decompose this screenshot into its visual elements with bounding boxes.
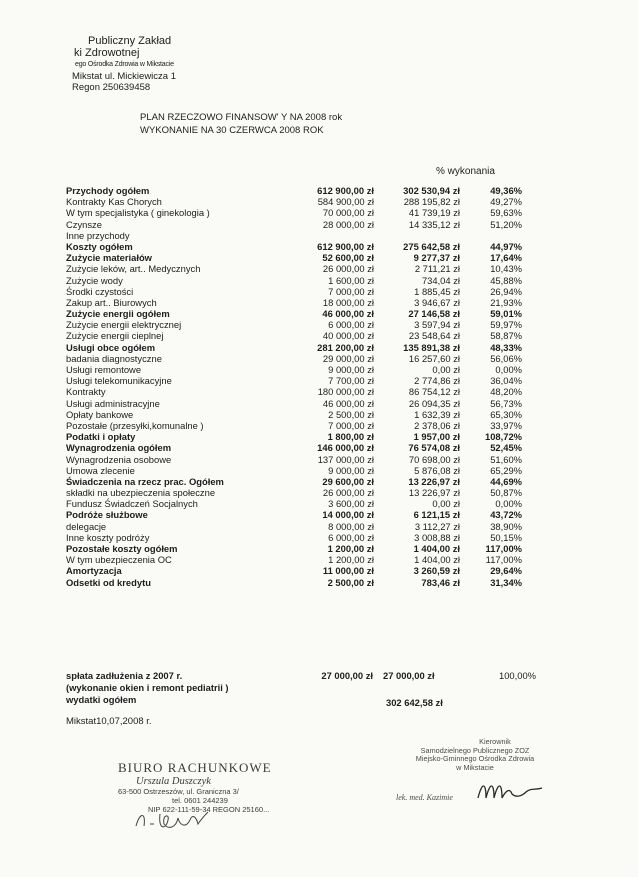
row-pct-value: 117,00% [485, 554, 522, 566]
accountant-signature [132, 804, 212, 834]
row-pct-value: 26,94% [490, 285, 522, 297]
table-row [66, 476, 536, 487]
row-label: Usługi obce ogółem [66, 341, 156, 353]
row-actual-value: 3 597,94 zł [414, 319, 460, 331]
total-expenses-label: wydatki ogółem [66, 694, 137, 705]
row-label: Zużycie materiałów [66, 252, 152, 264]
repayment-wyk: 27 000,00 zł [383, 670, 435, 681]
row-pct-value: 117,00% [485, 543, 522, 554]
row-actual-value: 288 195,82 zł [403, 196, 460, 208]
row-plan-value: 281 200,00 zł [317, 341, 374, 353]
row-actual-value: 41 739,19 zł [408, 207, 460, 219]
row-pct-value: 48,33% [490, 341, 522, 353]
row-pct-value: 51,20% [490, 218, 522, 230]
row-plan-value: 612 900,00 zł [317, 240, 374, 252]
stamp-office-tel: tel. 0601 244239 [172, 796, 228, 805]
row-plan-value: 7 000,00 zł [328, 419, 374, 431]
row-actual-value: 13 226,97 zł [408, 475, 460, 487]
row-pct-value: 38,90% [490, 520, 522, 532]
row-actual-value: 1 404,00 zł [413, 543, 460, 554]
row-plan-value: 6 000,00 zł [328, 319, 374, 331]
row-plan-value: 11 000,00 zł [322, 565, 374, 577]
row-plan-value: 1 800,00 zł [327, 431, 374, 443]
table-row [66, 353, 536, 364]
repayment-label-2: (wykonanie okien i remont pediatrii ) [66, 682, 229, 693]
row-label: W tym ubezpieczenia OC [66, 554, 172, 566]
table-row [66, 207, 536, 218]
header-line-2: ki Zdrowotnej [74, 46, 140, 59]
stamp-office-address: 63-500 Ostrzeszów, ul. Graniczna 3/ [118, 787, 239, 796]
row-pct-value: 50,87% [490, 487, 522, 499]
row-actual-value: 1 404,00 zł [414, 554, 460, 566]
row-plan-value: 3 600,00 zł [328, 498, 374, 510]
row-pct-value: 17,64% [490, 252, 522, 264]
row-label: Amortyzacja [66, 565, 122, 577]
row-plan-value: 46 000,00 zł [322, 397, 374, 409]
table-row [66, 442, 536, 453]
row-actual-value: 3 008,88 zł [414, 531, 460, 543]
row-plan-value: 612 900,00 zł [317, 185, 374, 196]
row-plan-value: 29 600,00 zł [322, 475, 374, 487]
row-label: Zużycie wody [66, 274, 123, 286]
row-label: Usługi remontowe [66, 364, 142, 375]
table-row [66, 342, 536, 353]
row-pct-value: 59,97% [490, 319, 522, 331]
row-plan-value: 40 000,00 zł [322, 330, 374, 342]
row-plan-value: 70 000,00 zł [322, 207, 374, 219]
document-title [140, 111, 342, 137]
row-plan-value: 29 000,00 zł [322, 352, 374, 364]
row-plan-value: 137 000,00 zł [317, 453, 374, 465]
header-address: Mikstat ul. Mickiewicza 1 [72, 70, 176, 82]
stamp-manager-line-1: Samodzielnego Publicznego ZOZ [420, 745, 530, 755]
row-plan-value: 584 900,00 zł [317, 196, 374, 208]
row-label: Inne przychody [66, 229, 130, 241]
row-label: W tym specjalistyka ( ginekologia ) [66, 207, 210, 219]
row-plan-value: 46 000,00 zł [322, 308, 374, 320]
row-pct-value: 52,45% [490, 442, 522, 454]
row-actual-value: 275 642,58 zł [403, 240, 460, 252]
row-pct-value: 108,72% [484, 431, 522, 443]
row-actual-value: 16 257,60 zł [408, 352, 460, 364]
row-pct-value: 31,34% [490, 576, 522, 588]
pct-column-header: % wykonania [436, 166, 495, 177]
row-plan-value: 7 000,00 zł [328, 285, 374, 297]
row-plan-value: 180 000,00 zł [317, 386, 374, 398]
stamp-manager-line-3: w Mikstacie [456, 762, 494, 772]
table-row [66, 420, 536, 431]
stamp-office-nip: NIP 622-111-59-34 REGON 25160... [148, 805, 270, 814]
row-actual-value: 3 112,27 zł [414, 520, 460, 532]
row-pct-value: 65,29% [490, 464, 522, 476]
row-label: Koszty ogółem [66, 240, 133, 252]
row-actual-value: 2 378,06 zł [414, 419, 460, 431]
document-date: Mikstat10,07,2008 r. [66, 716, 152, 727]
table-row [66, 554, 536, 565]
row-plan-value: 14 000,00 zł [322, 509, 374, 521]
row-label: Kontrakty Kas Chorych [66, 196, 162, 208]
row-label: Zużycie energii ogółem [66, 308, 170, 320]
row-label: Usługi telekomunikacyjne [66, 375, 172, 387]
row-label: Wynagrodzenia ogółem [66, 442, 172, 454]
row-label: Czynsze [66, 218, 102, 230]
financial-table [66, 185, 536, 588]
row-actual-value: 26 094,35 zł [408, 397, 460, 409]
row-label: Podatki i opłaty [66, 431, 136, 443]
row-pct-value: 43,72% [490, 509, 522, 521]
table-row [66, 330, 536, 341]
row-actual-value: 1 632,39 zł [414, 408, 460, 420]
repayment-plan: 27 000,00 zł [321, 670, 373, 681]
row-actual-value: 23 548,64 zł [408, 330, 460, 342]
row-pct-value: 49,27% [490, 196, 522, 208]
total-expenses-value: 302 642,58 zł [386, 697, 443, 708]
row-label: Odsetki od kredytu [66, 576, 151, 588]
row-actual-value: 5 876,08 zł [414, 464, 460, 476]
row-plan-value: 146 000,00 zł [317, 442, 374, 454]
table-row [66, 398, 536, 409]
row-pct-value: 59,01% [490, 308, 522, 320]
row-actual-value: 2 774,86 zł [414, 375, 460, 387]
row-plan-value: 26 000,00 zł [322, 487, 374, 499]
row-plan-value: 9 000,00 zł [328, 464, 374, 476]
row-actual-value: 783,46 zł [421, 576, 460, 588]
row-plan-value: 6 000,00 zł [328, 531, 374, 543]
table-row [66, 565, 536, 576]
table-row [66, 487, 536, 498]
table-row [66, 319, 536, 330]
title-line-1: PLAN RZECZOWO FINANSOW' Y NA 2008 rok [140, 112, 343, 123]
row-plan-value: 1 200,00 zł [327, 543, 374, 554]
row-pct-value: 48,20% [490, 386, 522, 398]
repayment-pct: 100,00% [498, 670, 536, 681]
manager-signature [476, 776, 546, 806]
row-label: Inne koszty podróży [66, 531, 150, 543]
row-actual-value: 76 574,08 zł [408, 442, 460, 454]
row-actual-value: 135 891,38 zł [403, 341, 460, 353]
row-pct-value: 0,00% [495, 498, 522, 510]
row-label: Usługi administracyjne [66, 397, 160, 409]
table-row [66, 375, 536, 386]
stamp-office-name: Urszula Duszczyk [136, 776, 211, 787]
table-row [66, 454, 536, 465]
row-label: Opłaty bankowe [66, 408, 134, 420]
row-actual-value: 86 754,12 zł [408, 386, 460, 398]
row-actual-value: 3 260,59 zł [413, 565, 460, 577]
row-label: Środki czystości [66, 285, 134, 297]
row-actual-value: 3 946,67 zł [414, 296, 460, 308]
row-label: Fundusz Świadczeń Socjalnych [66, 498, 198, 510]
row-label: Świadczenia na rzecz prac. Ogółem [66, 475, 224, 487]
table-row [66, 252, 536, 263]
table-row [66, 230, 536, 241]
row-pct-value: 21,93% [490, 296, 522, 308]
table-row [66, 543, 536, 554]
table-row [66, 521, 536, 532]
table-row [66, 386, 536, 397]
row-plan-value: 26 000,00 zł [322, 263, 374, 275]
row-actual-value: 9 277,37 zł [413, 252, 460, 264]
row-plan-value: 18 000,00 zł [322, 296, 374, 308]
table-row [66, 308, 536, 319]
table-row [66, 577, 536, 588]
table-row [66, 219, 536, 230]
row-actual-value: 2 711,21 zł [414, 263, 460, 275]
row-actual-value: 302 530,94 zł [403, 185, 460, 196]
row-plan-value: 28 000,00 zł [322, 218, 374, 230]
title-line-2: WYKONANIE NA 30 CZERWCA 2008 ROK [140, 125, 324, 136]
repayment-label-1: spłata zadłużenia z 2007 r. [66, 670, 183, 681]
row-label: Umowa zlecenie [66, 464, 135, 476]
institution-header [72, 36, 176, 94]
row-pct-value: 44,69% [490, 475, 522, 487]
row-pct-value: 65,30% [490, 408, 522, 420]
table-row [66, 286, 536, 297]
table-row [66, 297, 536, 308]
header-line-3: ego Ośrodka Zdrowia w Mikstacie [75, 61, 174, 68]
table-row [66, 263, 536, 274]
stamp-office-title: BIURO RACHUNKOWE [118, 760, 272, 775]
stamp-manager-title: Kierownik [479, 737, 511, 746]
row-actual-value: 13 226,97 zł [408, 487, 460, 499]
table-row [66, 532, 536, 543]
row-actual-value: 27 146,58 zł [408, 308, 460, 320]
header-regon: Regon 250639458 [72, 82, 151, 93]
stamp-manager-line-2: Miejsko-Gminnego Ośrodka Zdrowia [415, 754, 535, 763]
row-actual-value: 0,00 zł [432, 498, 460, 510]
row-actual-value: 6 121,15 zł [413, 509, 460, 521]
row-label: Zużycie energii elektrycznej [66, 319, 182, 331]
row-label: Pozostałe (przesyłki,komunalne ) [66, 419, 204, 431]
row-pct-value: 49,36% [490, 185, 522, 196]
table-row [66, 465, 536, 476]
row-pct-value: 10,43% [490, 263, 522, 275]
table-row [66, 364, 536, 375]
row-label: Przychody ogółem [66, 185, 150, 196]
row-plan-value: 52 600,00 zł [322, 252, 374, 264]
stamp-manager-sig: lek. med. Kazimie [396, 793, 453, 802]
row-pct-value: 0,00% [495, 364, 522, 375]
row-actual-value: 1 885,45 zł [414, 285, 460, 297]
row-plan-value: 1 200,00 zł [328, 554, 374, 566]
row-pct-value: 56,73% [490, 397, 522, 409]
row-pct-value: 45,88% [490, 274, 522, 286]
row-actual-value: 70 698,00 zł [408, 453, 460, 465]
row-actual-value: 734,04 zł [421, 274, 460, 286]
row-pct-value: 51,60% [490, 453, 522, 465]
row-plan-value: 1 600,00 zł [328, 274, 374, 286]
row-label: delegacje [66, 520, 107, 532]
row-plan-value: 2 500,00 zł [328, 408, 374, 420]
row-pct-value: 44,97% [490, 240, 522, 252]
row-label: Zakup art.. Biurowych [66, 296, 157, 308]
row-plan-value: 8 000,00 zł [328, 520, 374, 532]
row-plan-value: 2 500,00 zł [327, 576, 374, 588]
row-plan-value: 7 700,00 zł [328, 375, 374, 387]
table-row [66, 275, 536, 286]
table-row [66, 498, 536, 509]
row-pct-value: 59,63% [490, 207, 522, 219]
header-line-1: Publiczny Zakład [88, 35, 172, 47]
row-pct-value: 56,06% [490, 352, 522, 364]
row-plan-value: 9 000,00 zł [328, 364, 374, 375]
table-row [66, 241, 536, 252]
row-label: Wynagrodzenia osobowe [66, 453, 172, 465]
row-label: Zużycie leków, art.. Medycznych [66, 263, 201, 275]
table-row [66, 431, 536, 442]
table-row [66, 409, 536, 420]
table-row [66, 196, 536, 207]
row-label: Pozostałe koszty ogółem [66, 543, 178, 554]
row-pct-value: 29,64% [490, 565, 522, 577]
row-pct-value: 33,97% [490, 419, 522, 431]
row-label: badania diagnostyczne [66, 352, 162, 364]
row-pct-value: 50,15% [490, 531, 522, 543]
row-pct-value: 58,87% [490, 330, 522, 342]
table-row [66, 185, 536, 196]
row-label: składki na ubezpieczenia społeczne [66, 487, 216, 499]
row-label: Kontrakty [66, 386, 106, 398]
table-row [66, 509, 536, 520]
row-label: Podróże służbowe [66, 509, 148, 521]
row-actual-value: 0,00 zł [432, 364, 460, 375]
row-pct-value: 36,04% [490, 375, 522, 387]
row-label: Zużycie energii cieplnej [66, 330, 164, 342]
row-actual-value: 14 335,12 zł [408, 218, 460, 230]
row-actual-value: 1 957,00 zł [413, 431, 460, 443]
